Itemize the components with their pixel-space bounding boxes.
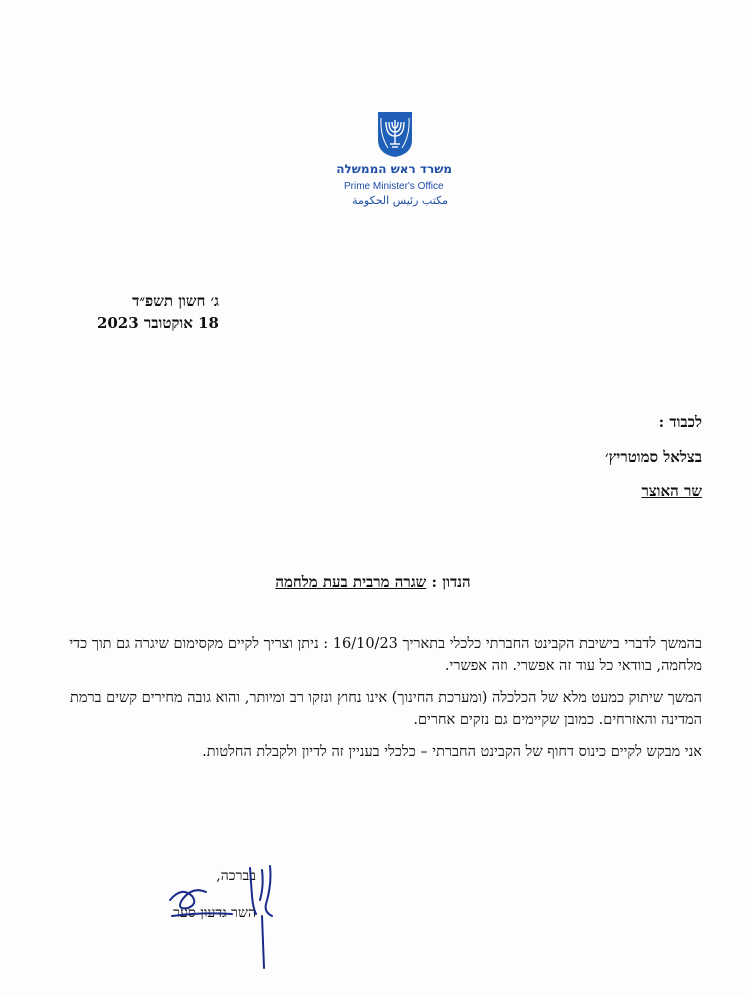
recipient-name: בצלאל סמוטריץ׳ [605, 448, 702, 466]
body-paragraph-2: המשך שיתוק כמעט מלא של הכלכלה (ומערכת החינוך) אינו נחוץ ונזקו רב ומיותר, והוא גובה מחירים קשים ברמת המדינה והאזרחים. כמובן שקיימים גם נזקים אחרים. [70, 690, 702, 728]
subject-line [0, 573, 746, 592]
hebrew-date: ג׳ חשון תשפ״ד [132, 292, 219, 310]
closing-signoff: בברכה, [216, 868, 256, 884]
body-paragraph-1: בהמשך לדברי בישיבת הקבינט החברתי כלכלי בתאריך 16/10/23 : ניתן וצריך לקיים מקסימום שיגרה גם תוך כדי מלחמה, בוודאי כל עוד זה אפשרי. וזה אפשרי. [69, 636, 702, 674]
recipient-title: שר האוצר [641, 482, 702, 500]
letterhead-english: Prime Minister's Office [344, 181, 444, 192]
body-paragraph-3: אני מבקש לקיים כינוס דחוף של הקבינט החברתי – כלכלי בעניין זה לדיון ולקבלת החלטות. [202, 744, 702, 760]
recipient-label: לכבוד : [658, 413, 702, 431]
letterhead-arabic: مكتب رئيس الحكومة [352, 194, 448, 207]
state-emblem-icon [376, 110, 414, 158]
gregorian-date: 18 אוקטובר 2023 [96, 314, 219, 332]
signatory-name: השר גדעון סער [173, 905, 256, 921]
handwritten-signature [152, 856, 292, 976]
letterhead-hebrew: משרד ראש הממשלה [336, 162, 452, 176]
subject-text: שגרה מרבית בעת מלחמה [275, 573, 427, 591]
subject-label: הנדון : [431, 573, 471, 591]
